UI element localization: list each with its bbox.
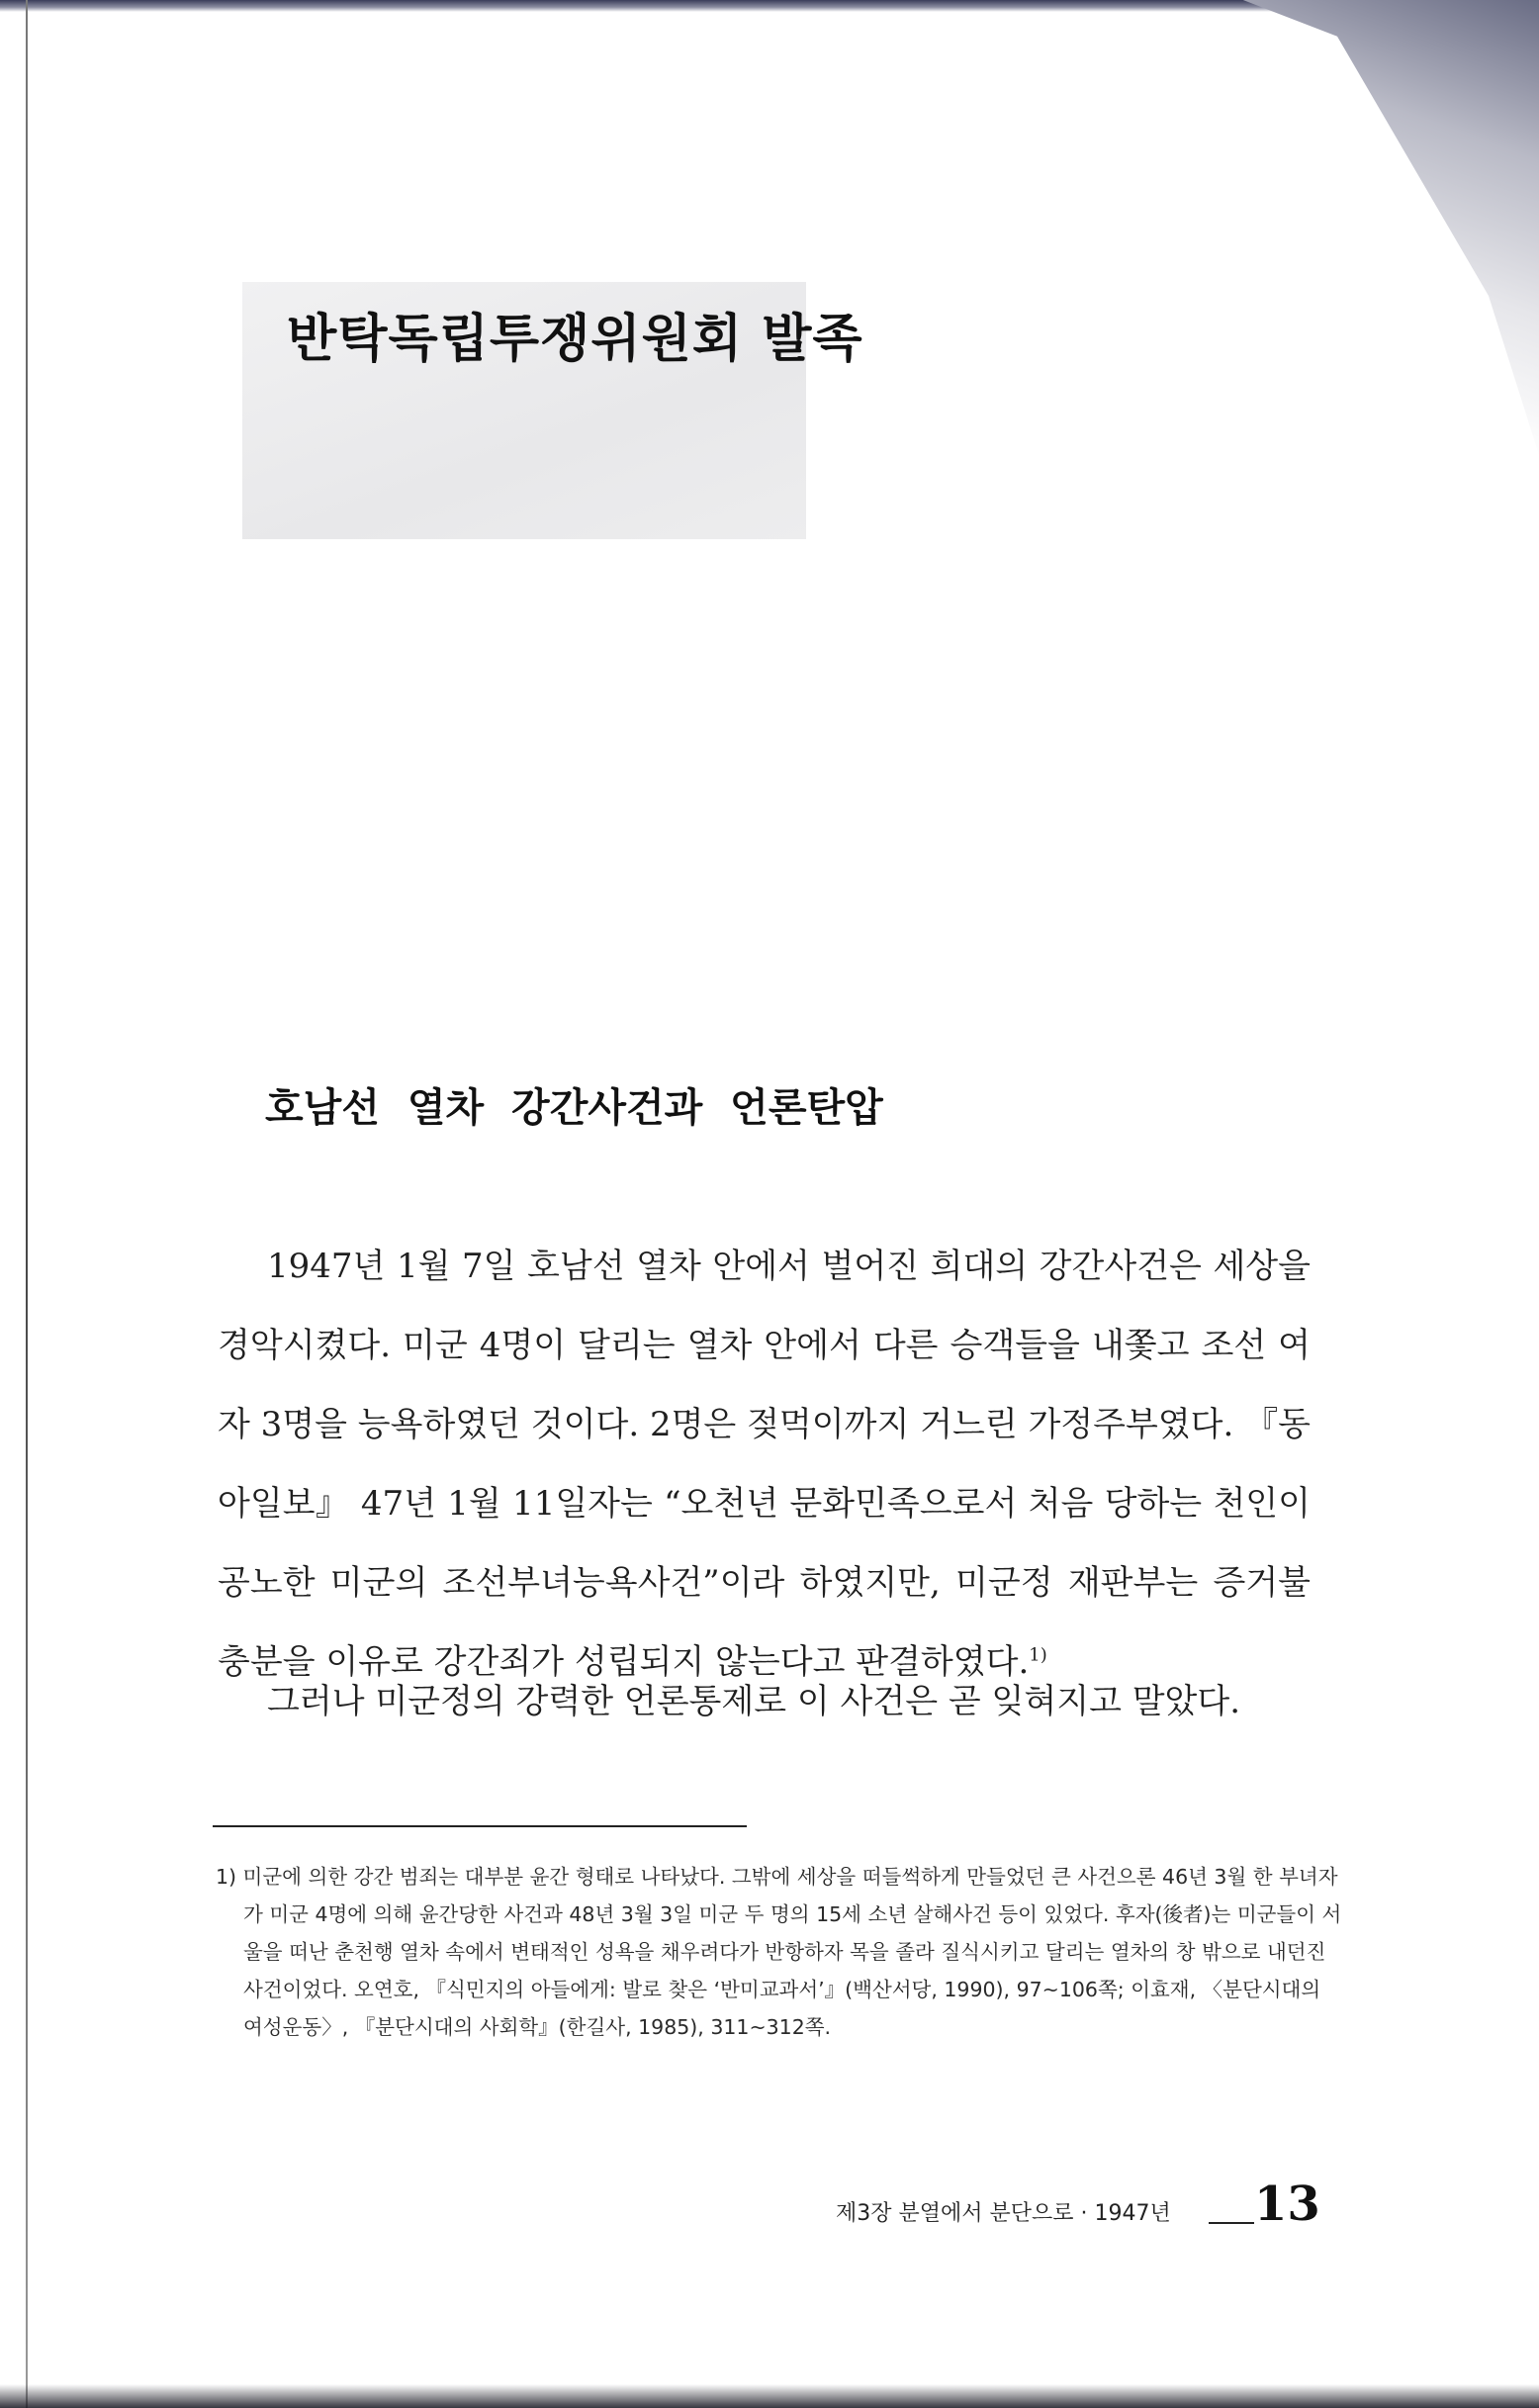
- paragraph-1-text: 1947년 1월 7일 호남선 열차 안에서 벌어진 희대의 강간사건은 세상을 경악시켰다. 미군 4명이 달리는 열차 안에서 다른 승객들을 내쫓고 조선 여자 3명을 능욕하였던 것이다. 2명은 젖먹이까지 거느린 가정주부였다. 『동아일보』 47년 1월 11일자는 “오천년 문화민족으로서 처음 당하는 천인이 공노한 미군의 조선부녀능욕사건”이라 하였지만, 미군정 재판부는 증거불충분을 이유로 강간죄가 성립되지 않는다고 판결하였다.: [218, 1247, 1311, 1682]
- body-paragraph-2: 그러나 미군정의 강력한 언론통제로 이 사건은 곧 잊혀지고 말았다.: [267, 1682, 1241, 1721]
- chapter-title: 반탁독립투쟁위원회 발족: [287, 310, 863, 369]
- footer-rule: [1209, 2222, 1254, 2224]
- running-footer: 제3장 분열에서 분단으로 · 1947년: [836, 2201, 1171, 2226]
- binding-edge: [26, 0, 28, 2408]
- body-paragraph-1: [218, 1227, 1311, 1702]
- bottom-edge-shadow: [0, 2384, 1539, 2408]
- footnote-divider: [213, 1825, 747, 1827]
- folded-page-corner: [1203, 0, 1539, 455]
- footnote-reference: 1): [1029, 1644, 1047, 1666]
- footnote-1: 1) 미군에 의한 강간 범죄는 대부분 윤간 형태로 나타났다. 그밖에 세상을 떠들썩하게 만들었던 큰 사건으론 46년 3월 한 부녀자가 미군 4명에 의해 윤간당한 사건과 48년 3월 3일 미군 두 명의 15세 소년 살해사건 등이 있었다. 후자(後者)는 미군들이 서울을 떠난 춘천행 열차 속에서 변태적인 성욕을 채우려다가 반항하자 목을 졸라 질식시키고 달리는 열차의 창 밖으로 내던진 사건이었다. 오연호, 『식민지의 아들에게: 발로 찾은 ‘반미교과서’』(백산서당, 1990), 97~106쪽; 이효재, 〈분단시대의 여성운동〉, 『분단시대의 사회학』(한길사, 1985), 311~312쪽.: [216, 1865, 1342, 2039]
- page-number: 13: [1254, 2176, 1320, 2232]
- section-heading: 호남선 열차 강간사건과 언론탄압: [265, 1085, 883, 1131]
